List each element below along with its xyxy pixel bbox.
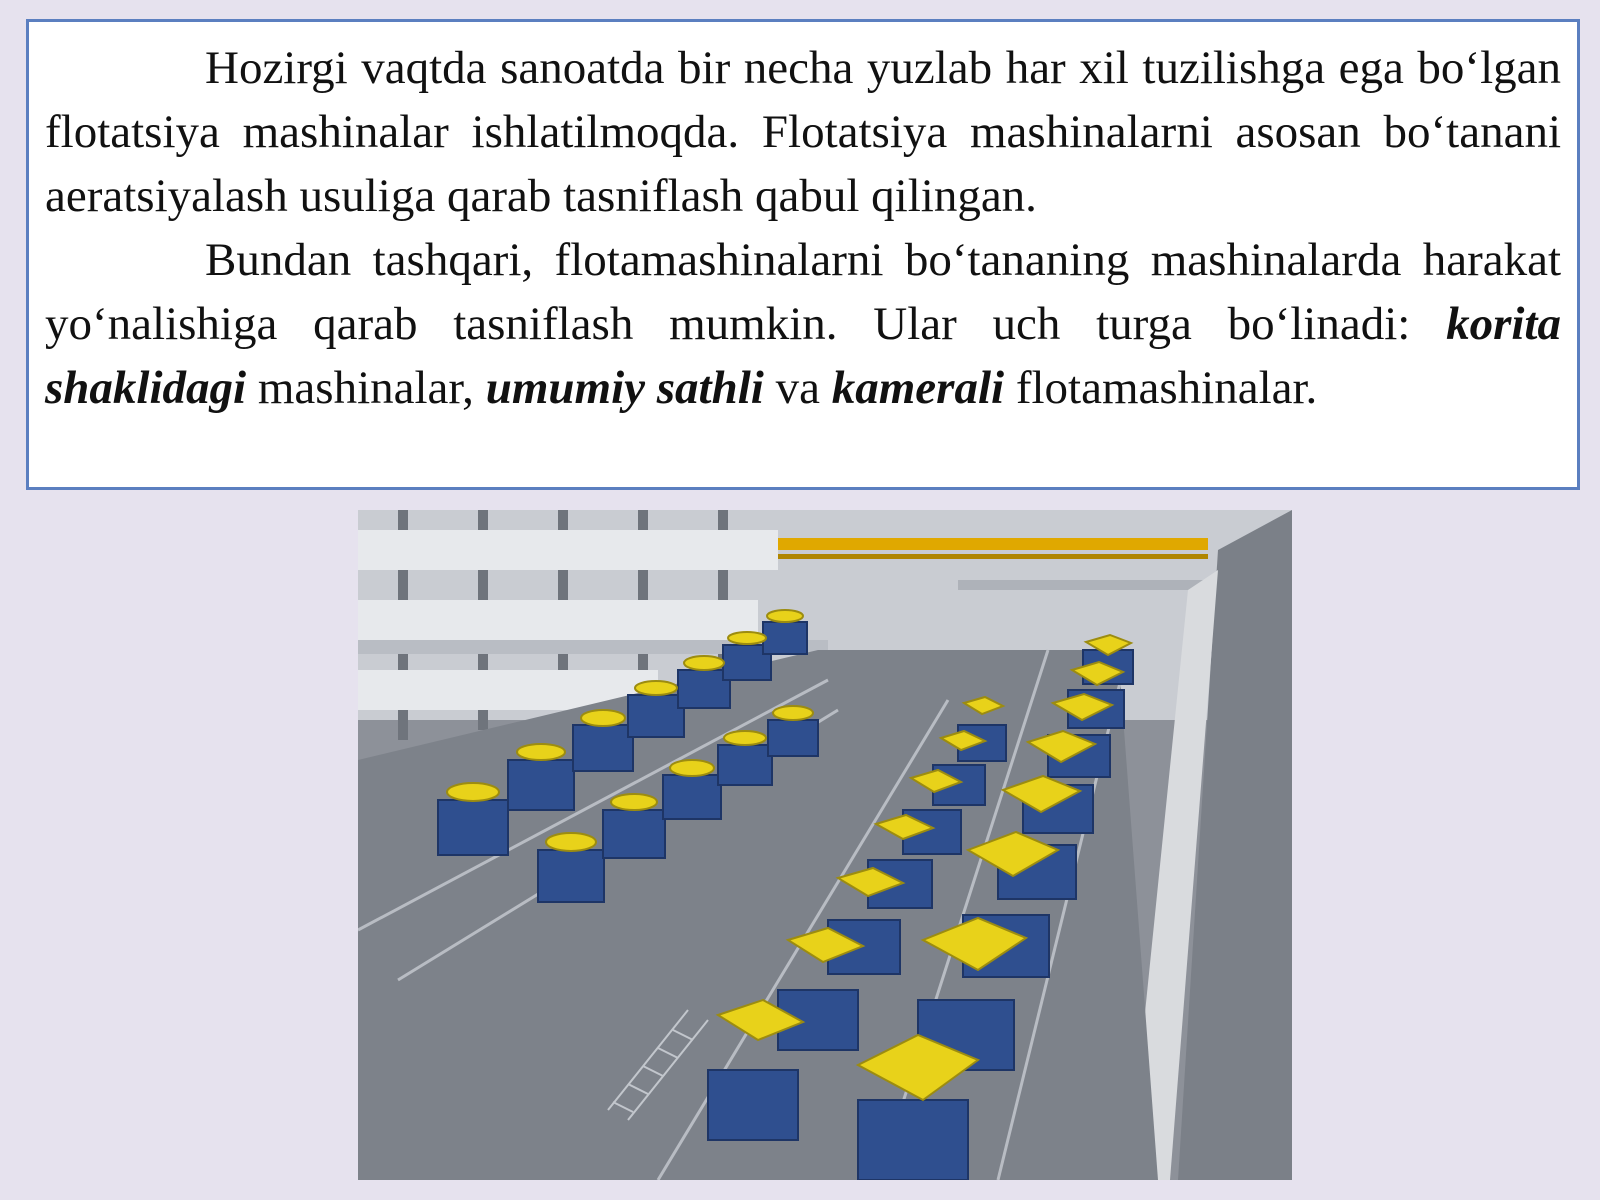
separator-1: mashinalar, [246, 362, 486, 414]
paragraph-2-outro: flotamashinalar. [1004, 362, 1318, 414]
flotation-plant-photo [358, 510, 1292, 1180]
paragraph-2-intro: Bundan tashqari, flotamashinalarni bo‘tananing mashinalarda harakat yo‘nalishiga qarab tasniflash mumkin. Ular uch turga bo‘linadi: [45, 234, 1561, 350]
machine-type-chamber: kamerali [831, 362, 1005, 414]
text-box [26, 19, 1580, 490]
separator-2: va [763, 362, 832, 414]
paragraph-1: Hozirgi vaqtda sanoatda bir necha yuzlab har xil tuzilishga ega bo‘lgan flotatsiya mashinalar ishlatilmoqda. Flotatsiya mashinalarni asosan bo‘tanani aeratsiyalash usuliga qarab tasniflash qabul qilingan. [45, 42, 1561, 222]
flotation-plant-illustration [358, 510, 1292, 1180]
machine-type-trough: korita shaklidagi [45, 298, 1561, 414]
machine-type-common-level: umumiy sathli [485, 362, 764, 414]
paragraph-2 [45, 228, 1561, 420]
